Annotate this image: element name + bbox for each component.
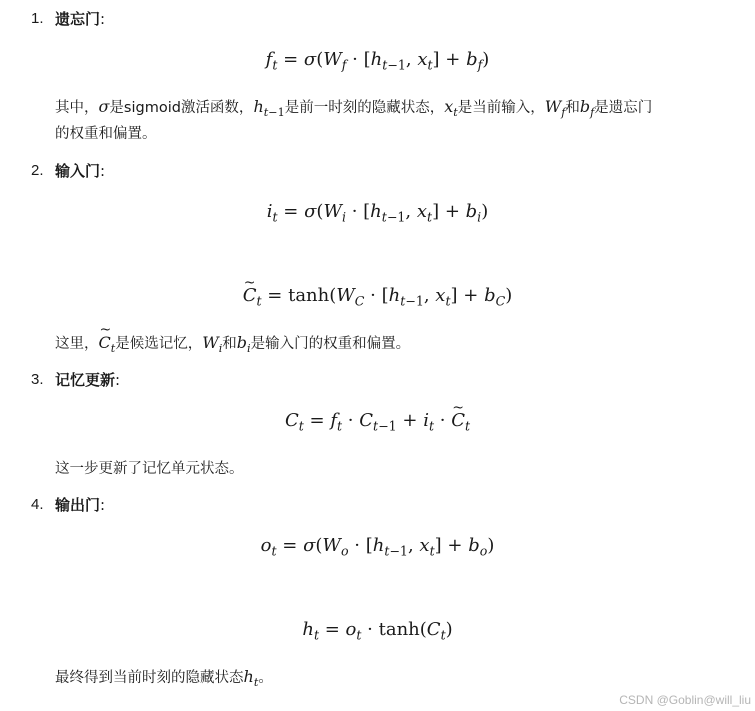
- section-number: 1.: [31, 10, 44, 27]
- text-span: 是遗忘门: [594, 100, 653, 116]
- section-title-output-gate: [55, 495, 105, 515]
- equation-hidden-state: $h_t = o_t \cdot \tanh(C_t)$: [302, 619, 453, 643]
- text-span: 和: [565, 100, 580, 116]
- section-number: 2.: [31, 162, 44, 179]
- equation-memory-update: $C_t = f_t \cdot C_{t-1} + i_t$ · ~ $C_t$: [0, 408, 755, 434]
- text-span: 是前一时刻的隐藏状态，: [284, 100, 445, 116]
- text-span: 。: [258, 670, 273, 686]
- section-colon: :: [100, 162, 106, 180]
- equation-candidate-memory: ~ $C_t = \tanh(W_C \cdot [h_{t-1}$, $x_t] + b_C$): [0, 283, 755, 309]
- section-colon: :: [115, 371, 121, 389]
- csdn-watermark: CSDN @Goblin@will_liu: [619, 693, 751, 707]
- text-span: 其中，: [55, 100, 99, 116]
- section-title-memory-update: [55, 370, 120, 390]
- text-span: 是候选记忆，: [115, 336, 203, 352]
- section-colon: :: [100, 496, 106, 514]
- text-span: 是当前输入，: [457, 100, 545, 116]
- text-span: 和: [222, 336, 237, 352]
- section-number: 3.: [31, 371, 44, 388]
- text-span: 是sigmoid激活函数，: [109, 100, 254, 116]
- section-title-text: 遗忘门: [55, 10, 101, 28]
- section-title-input-gate: [55, 161, 105, 181]
- section-title-text: 输出门: [55, 496, 101, 514]
- section-title-forget-gate: [55, 9, 105, 29]
- text-span: 是输入门的权重和偏置。: [250, 336, 411, 352]
- section-title-text: 记忆更新: [55, 371, 116, 389]
- section-number: 4.: [31, 496, 44, 513]
- text-span: 这里，: [55, 336, 99, 352]
- paragraph-memory-update-explanation: [55, 456, 735, 482]
- text-span: 的权重和偏置。: [55, 126, 157, 142]
- text-span: 最终得到当前时刻的隐藏状态: [55, 670, 244, 686]
- equation-input-gate: $i_t = \sigma(W_i \cdot [h_{t-1}$, $x_t] + b_i$): [266, 201, 489, 225]
- equation-forget-gate: $f_t = \sigma(W_f \cdot [h_{t-1}$, $x_t] + b_f$): [265, 49, 490, 73]
- equation-output-gate: $o_t = \sigma(W_o \cdot [h_{t-1}$, $x_t] + b_o$): [260, 535, 495, 559]
- paragraph-input-gate-explanation: 这里，~ $C_t$是候选记忆，$W_i$和$b_i$是输入门的权重和偏置。: [55, 330, 735, 357]
- section-colon: :: [100, 10, 106, 28]
- section-title-text: 输入门: [55, 162, 101, 180]
- text-span: 这一步更新了记忆单元状态。: [55, 461, 244, 477]
- paragraph-forget-gate-explanation: 其中，σ是sigmoid激活函数，$h_{t-1}$是前一时刻的隐藏状态，$x_t$是当前输入，$W_f$和$b_f$是遗忘门 的权重和偏置。: [55, 97, 653, 142]
- paragraph-output-gate-explanation: 最终得到当前时刻的隐藏状态$h_t$。: [55, 667, 273, 690]
